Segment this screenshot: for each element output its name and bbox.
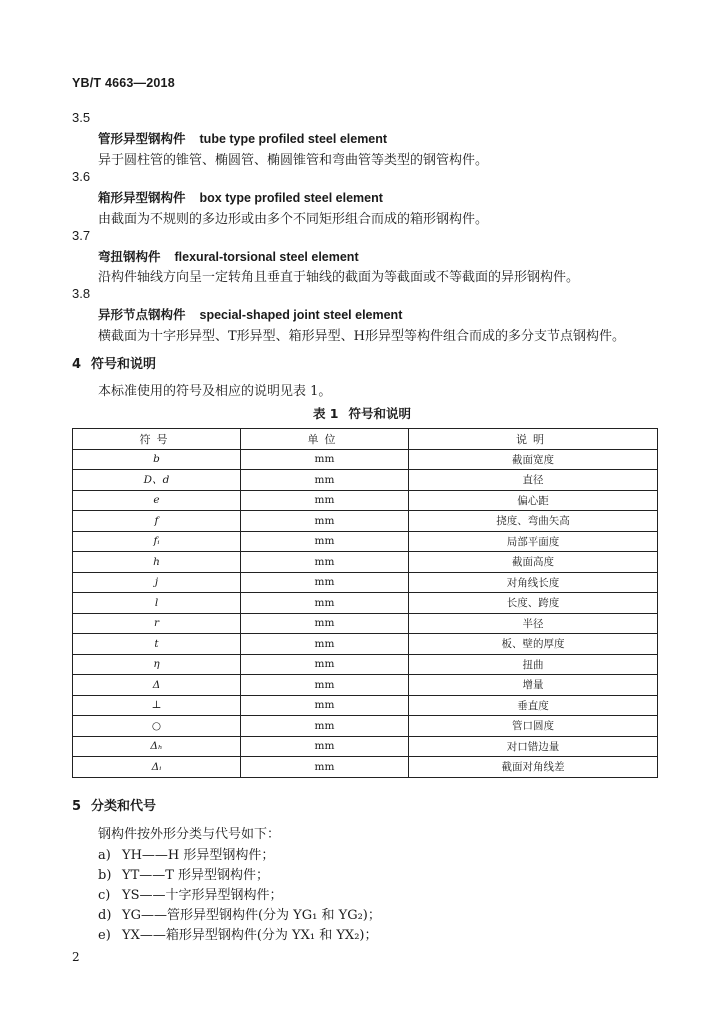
table-caption: [0, 404, 724, 422]
table-row: [73, 634, 658, 655]
section-number: 5: [72, 799, 82, 814]
term-en: flexural-torsional steel element: [174, 250, 359, 264]
symbol-cell: D、d: [73, 470, 241, 491]
symbol-cell: f: [73, 511, 241, 532]
term-definition: 横截面为十字形异型、T形异型、箱形异型、H形异型等构件组合而成的多分支节点钢构件。: [98, 329, 626, 344]
table-row: [73, 449, 658, 470]
table-row: [73, 511, 658, 532]
column-header-symbol: 符号: [73, 429, 241, 450]
symbol-cell: r: [73, 613, 241, 634]
term-heading: [98, 188, 383, 206]
classification-item: [98, 844, 274, 863]
term-number: 3.6: [72, 169, 91, 184]
unit-cell: mm: [241, 511, 409, 532]
unit-cell: mm: [241, 695, 409, 716]
description-cell: 长度、跨度: [409, 593, 658, 614]
symbol-cell: Δᵢ: [73, 757, 241, 778]
term-en: tube type profiled steel element: [199, 132, 388, 146]
table-row: [73, 490, 658, 511]
description-cell: 管口圆度: [409, 716, 658, 737]
description-cell: 对口错边量: [409, 736, 658, 757]
item-key: c): [98, 888, 111, 903]
description-cell: 局部平面度: [409, 531, 658, 552]
page-number: 2: [72, 950, 80, 964]
term-zh: 弯扭钢构件: [98, 249, 161, 264]
description-cell: 板、壁的厚度: [409, 634, 658, 655]
term-number: 3.5: [72, 110, 91, 125]
description-cell: 偏心距: [409, 490, 658, 511]
table-row: [73, 736, 658, 757]
term-number: 3.8: [72, 286, 91, 301]
table-row: [73, 531, 658, 552]
table-row: [73, 675, 658, 696]
term-heading: [98, 247, 359, 265]
term-number: 3.7: [72, 228, 91, 243]
term-definition: 异于圆柱管的锥管、椭圆管、椭圆锥管和弯曲管等类型的钢管构件。: [98, 153, 489, 168]
symbols-table: [72, 428, 658, 778]
item-key: a): [98, 848, 111, 863]
table-row: [73, 552, 658, 573]
description-cell: 扭曲: [409, 654, 658, 675]
table-row: [73, 695, 658, 716]
table-header-row: [73, 429, 658, 450]
section-intro: 钢构件按外形分类与代号如下：: [98, 827, 281, 842]
term-definition: 由截面为不规则的多边形或由多个不同矩形组合而成的箱形钢构件。: [98, 212, 489, 227]
unit-cell: mm: [241, 490, 409, 511]
unit-cell: mm: [241, 736, 409, 757]
section-number: 4: [72, 357, 82, 372]
classification-item: [98, 884, 283, 903]
unit-cell: mm: [241, 716, 409, 737]
section-title: 符号和说明: [91, 357, 157, 372]
term-heading: [98, 129, 387, 147]
column-header-description: 说明: [409, 429, 658, 450]
table-row: [73, 654, 658, 675]
term-heading: [98, 305, 402, 323]
term-zh: 异形节点钢构件: [98, 307, 186, 322]
description-cell: 增量: [409, 675, 658, 696]
classification-item: [98, 904, 381, 923]
term-en: special-shaped joint steel element: [199, 308, 403, 322]
unit-cell: mm: [241, 449, 409, 470]
symbol-cell: b: [73, 449, 241, 470]
section-heading: [72, 353, 156, 372]
table-row: [73, 593, 658, 614]
symbol-cell: j: [73, 572, 241, 593]
term-en: box type profiled steel element: [199, 191, 383, 205]
table-row: [73, 613, 658, 634]
table-row: [73, 470, 658, 491]
symbol-cell: t: [73, 634, 241, 655]
symbol-cell: e: [73, 490, 241, 511]
symbol-cell: Δ: [73, 675, 241, 696]
unit-cell: mm: [241, 572, 409, 593]
table-row: [73, 757, 658, 778]
term-zh: 箱形异型钢构件: [98, 190, 186, 205]
item-key: e): [98, 928, 111, 943]
standard-code: YB/T 4663—2018: [72, 76, 175, 90]
description-cell: 挠度、弯曲矢高: [409, 511, 658, 532]
symbol-cell: h: [73, 552, 241, 573]
roundness-icon: ○: [73, 716, 241, 737]
unit-cell: mm: [241, 552, 409, 573]
unit-cell: mm: [241, 675, 409, 696]
item-text: YG——管形异型钢构件(分为 YG₁ 和 YG₂)；: [122, 908, 381, 923]
description-cell: 直径: [409, 470, 658, 491]
section-title: 分类和代号: [91, 799, 157, 814]
description-cell: 截面宽度: [409, 449, 658, 470]
item-text: YH——H 形异型钢构件；: [122, 848, 275, 863]
table-caption-title: 符号和说明: [348, 406, 412, 421]
item-text: YS——十字形异型钢构件；: [122, 888, 283, 903]
unit-cell: mm: [241, 531, 409, 552]
unit-cell: mm: [241, 470, 409, 491]
table-row: [73, 572, 658, 593]
item-key: b): [98, 868, 112, 883]
term-zh: 管形异型钢构件: [98, 131, 186, 146]
description-cell: 截面对角线差: [409, 757, 658, 778]
description-cell: 对角线长度: [409, 572, 658, 593]
column-header-unit: 单位: [241, 429, 409, 450]
unit-cell: mm: [241, 757, 409, 778]
symbol-cell: l: [73, 593, 241, 614]
perpendicularity-icon: ⊥: [73, 695, 241, 716]
section-heading: [72, 795, 156, 814]
section-intro: 本标准使用的符号及相应的说明见表 1。: [98, 384, 332, 399]
description-cell: 半径: [409, 613, 658, 634]
symbol-cell: η: [73, 654, 241, 675]
symbol-cell: Δₕ: [73, 736, 241, 757]
description-cell: 垂直度: [409, 695, 658, 716]
classification-item: [98, 864, 269, 883]
unit-cell: mm: [241, 634, 409, 655]
unit-cell: mm: [241, 593, 409, 614]
item-key: d): [98, 908, 112, 923]
description-cell: 截面高度: [409, 552, 658, 573]
unit-cell: mm: [241, 654, 409, 675]
item-text: YT——T 形异型钢构件；: [122, 868, 270, 883]
table-caption-number: 表 1: [312, 406, 339, 421]
table-row: [73, 716, 658, 737]
classification-item: [98, 924, 377, 943]
term-definition: 沿构件轴线方向呈一定转角且垂直于轴线的截面为等截面或不等截面的异形钢构件。: [98, 270, 580, 285]
unit-cell: mm: [241, 613, 409, 634]
symbol-cell: fᵢ: [73, 531, 241, 552]
item-text: YX——箱形异型钢构件(分为 YX₁ 和 YX₂)；: [122, 928, 378, 943]
